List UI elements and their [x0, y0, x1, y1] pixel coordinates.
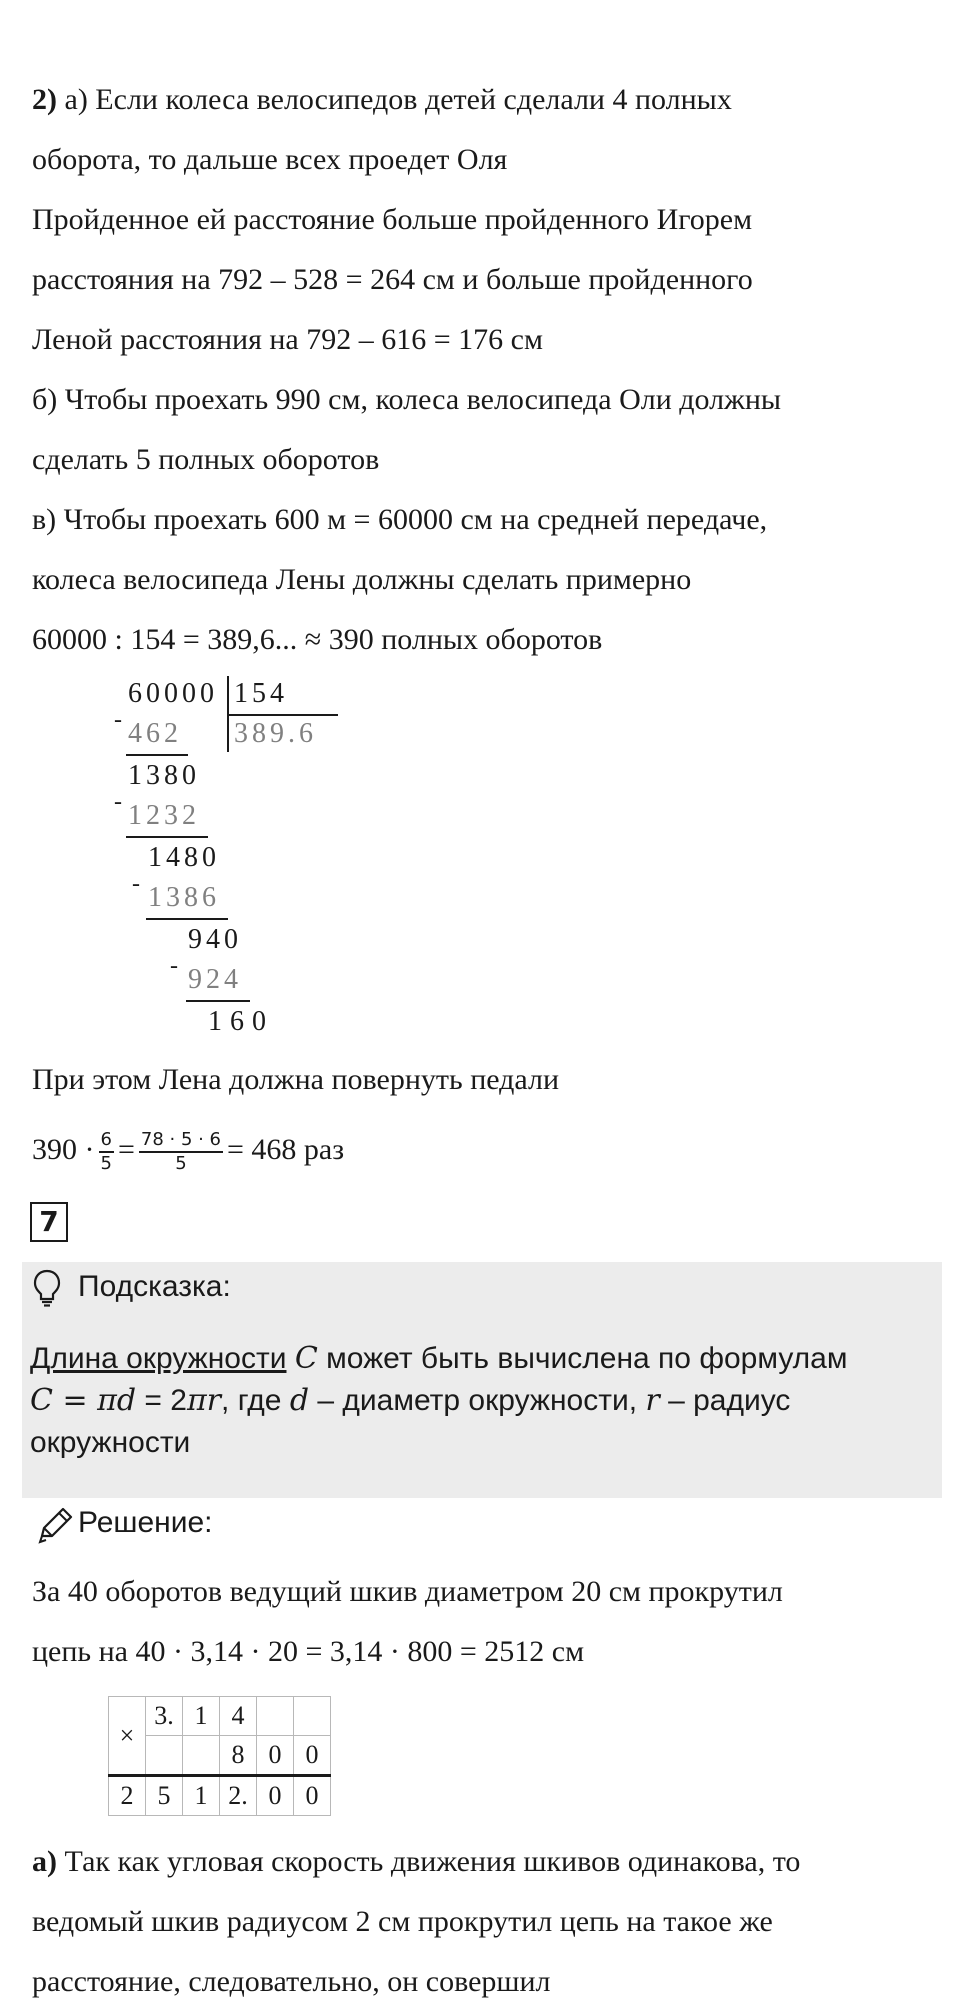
- pedals-lead: 390 ·: [32, 1133, 95, 1166]
- division-minus-3: -: [132, 871, 140, 897]
- fraction-product: [139, 1129, 223, 1175]
- part-a-line-1-text: Так как угловая скорость движения шкивов одинакова, то: [57, 1845, 801, 1878]
- hint-radius-text: – радиус: [659, 1384, 791, 1417]
- mult-cell: 0: [257, 1736, 294, 1776]
- part2-line-6: б) Чтобы проехать 990 см, колеса велосипеда Оли должны: [32, 383, 782, 416]
- division-line-2: [126, 836, 208, 838]
- mult-cell: [146, 1736, 183, 1776]
- mult-cell: 8: [220, 1736, 257, 1776]
- part2-line-5: Леной расстояния на 792 – 616 = 176 см: [32, 323, 543, 356]
- pencil-icon: [36, 1506, 74, 1544]
- part2-line-1: [32, 80, 732, 120]
- division-line-1: [126, 754, 188, 756]
- mult-cell: 1: [183, 1776, 220, 1816]
- fraction-1-numerator: 6: [99, 1129, 114, 1153]
- division-step-6: 940: [188, 924, 242, 955]
- part-a-line-2: ведомый шкив радиусом 2 см прокрутил цепь на такое же: [32, 1905, 773, 1938]
- division-dividend: 60000: [128, 678, 218, 709]
- hint-line-3: окружности: [30, 1426, 191, 1459]
- part-a-label: а): [32, 1845, 57, 1878]
- fraction-2-numerator: 78 · 5 · 6: [139, 1129, 223, 1153]
- division-minus-2: -: [114, 789, 122, 815]
- hint-term: Длина окружности: [30, 1342, 287, 1375]
- part2-line-8: в) Чтобы проехать 600 м = 60000 см на средней передаче,: [32, 503, 768, 536]
- solution-title: Решение:: [78, 1506, 213, 1539]
- mult-cell: 5: [146, 1776, 183, 1816]
- fraction-1-denominator: 5: [100, 1153, 112, 1175]
- mult-cell: 0: [257, 1776, 294, 1816]
- mult-cell: 2.: [220, 1776, 257, 1816]
- mult-cell: 4: [220, 1697, 257, 1736]
- hint-var-c: C: [294, 1341, 318, 1376]
- pedals-result: = 468 раз: [227, 1133, 345, 1166]
- division-bracket-horizontal: [228, 714, 338, 716]
- part2-label: 2): [32, 83, 57, 116]
- part2-line-10: 60000 : 154 = 389,6... ≈ 390 полных оборотов: [32, 623, 603, 656]
- part2-line-3: Пройденное ей расстояние больше пройденного Игорем: [32, 203, 753, 236]
- fraction-2-denominator: 5: [175, 1153, 187, 1175]
- hint-box: [22, 1262, 942, 1498]
- mult-cell: 1: [183, 1697, 220, 1736]
- hint-formula-mid: = 2: [136, 1384, 187, 1417]
- part-a-line-3: расстояние, следовательно, он совершил: [32, 1965, 551, 1998]
- part2-line-4: расстояния на 792 – 528 = 264 см и больше пройденного: [32, 263, 753, 296]
- division-step-7: 924: [188, 964, 242, 995]
- hint-var-r: r: [645, 1383, 660, 1418]
- mult-result-row: [109, 1776, 331, 1816]
- division-minus-1: -: [114, 707, 122, 733]
- pedals-formula: [32, 1122, 344, 1178]
- hint-title: Подсказка:: [78, 1270, 231, 1303]
- hint-formula-pi-d: C = πd: [30, 1383, 137, 1418]
- division-step-5: 1386: [148, 882, 220, 913]
- part2-line-1-text: а) Если колеса велосипедов детей сделали 4 полных: [57, 83, 732, 116]
- hint-where: , где: [221, 1384, 290, 1417]
- hint-formula-pi-r: πr: [186, 1383, 222, 1418]
- mult-cell: [183, 1736, 220, 1776]
- solution-line-1: За 40 оборотов ведущий шкив диаметром 20 см прокрутил: [32, 1575, 783, 1608]
- division-quotient: 389.6: [234, 718, 317, 749]
- division-divisor: 154: [234, 678, 288, 709]
- hint-line-1-rest: может быть вычислена по формулам: [317, 1342, 848, 1375]
- part-a-line-1: [32, 1842, 800, 1882]
- division-line-3: [146, 918, 228, 920]
- division-line-4: [186, 1000, 250, 1002]
- mult-sign: ×: [109, 1697, 146, 1776]
- task-number-badge: 7: [30, 1202, 68, 1242]
- division-step-2: 1380: [128, 760, 200, 791]
- division-minus-4: -: [170, 953, 178, 979]
- pedals-text: При этом Лена должна повернуть педали: [32, 1063, 560, 1096]
- mult-cell: 0: [294, 1736, 331, 1776]
- solution-line-2: цепь на 40 · 3,14 · 20 = 3,14 · 800 = 2512 см: [32, 1635, 585, 1668]
- part2-line-9: колеса велосипеда Лены должны сделать примерно: [32, 563, 692, 596]
- hint-line-1: [30, 1338, 847, 1380]
- division-step-3: 1232: [128, 800, 200, 831]
- part2-line-2: оборота, то дальше всех проедет Оля: [32, 143, 508, 176]
- lightbulb-icon: [32, 1268, 62, 1308]
- mult-row-1: [109, 1697, 331, 1736]
- fraction-6-5: [99, 1129, 114, 1175]
- division-step-1: 462: [128, 718, 182, 749]
- division-step-4: 1480: [148, 842, 220, 873]
- hint-var-d: d: [289, 1383, 310, 1418]
- hint-diameter-text: – диаметр окружности,: [309, 1384, 646, 1417]
- mult-cell: [294, 1697, 331, 1736]
- pedals-equals: =: [117, 1133, 135, 1166]
- mult-cell: 0: [294, 1776, 331, 1816]
- part2-line-7: сделать 5 полных оборотов: [32, 443, 380, 476]
- mult-cell: 2: [109, 1776, 146, 1816]
- division-remainder: 160: [208, 1006, 274, 1037]
- mult-cell: [257, 1697, 294, 1736]
- hint-line-2: [30, 1380, 790, 1422]
- mult-cell: 3.: [146, 1697, 183, 1736]
- multiplication-table: [108, 1696, 331, 1816]
